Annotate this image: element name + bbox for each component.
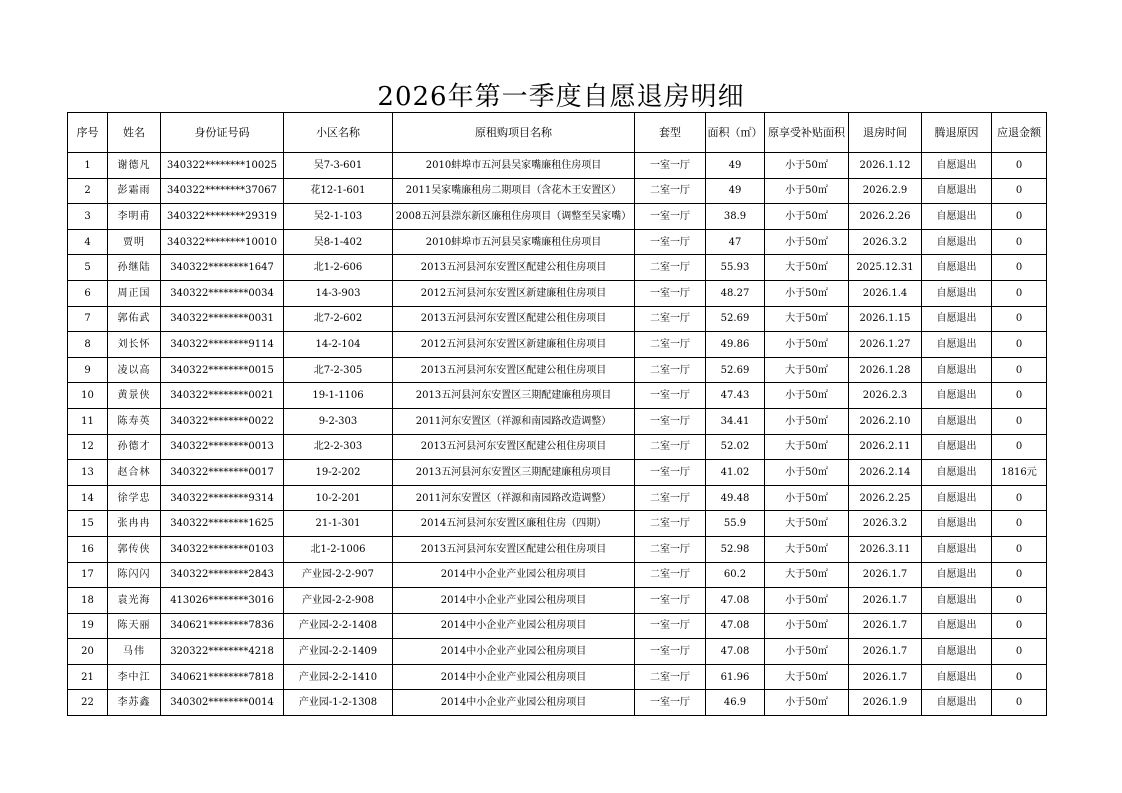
name-cell: 郭佑武 bbox=[108, 306, 161, 332]
header-col-project: 原租购项目名称 bbox=[393, 113, 635, 153]
project-cell: 2010蚌埠市五河县吴家嘴廉租住房项目 bbox=[393, 229, 635, 255]
area-cell: 47.08 bbox=[706, 613, 765, 639]
name-cell: 孙继陆 bbox=[108, 255, 161, 281]
checkout-date-cell: 2026.1.7 bbox=[849, 588, 922, 614]
index-cell: 12 bbox=[68, 434, 108, 460]
project-cell: 2014中小企业产业园公租房项目 bbox=[393, 664, 635, 690]
area-cell: 34.41 bbox=[706, 408, 765, 434]
name-cell: 陈天丽 bbox=[108, 613, 161, 639]
community-cell: 10-2-201 bbox=[284, 485, 393, 511]
table-body bbox=[68, 153, 1047, 716]
checkout-date-cell: 2026.1.27 bbox=[849, 332, 922, 358]
table-row bbox=[68, 485, 1047, 511]
name-cell: 凌以高 bbox=[108, 357, 161, 383]
checkout-date-cell: 2026.1.7 bbox=[849, 613, 922, 639]
community-cell: 产业园-1-2-1308 bbox=[284, 690, 393, 716]
reason-cell: 自愿退出 bbox=[922, 357, 992, 383]
unit-type-cell: 一室一厅 bbox=[635, 229, 706, 255]
project-cell: 2013五河县河东安置区三期配建廉租房项目 bbox=[393, 460, 635, 486]
name-cell: 李明甫 bbox=[108, 204, 161, 230]
checkout-date-cell: 2026.2.26 bbox=[849, 204, 922, 230]
refund-cell: 0 bbox=[992, 408, 1047, 434]
index-cell: 14 bbox=[68, 485, 108, 511]
name-cell: 郭传侠 bbox=[108, 536, 161, 562]
refund-cell: 0 bbox=[992, 690, 1047, 716]
id-number-cell: 340322********37067 bbox=[161, 178, 284, 204]
refund-cell: 0 bbox=[992, 306, 1047, 332]
area-cell: 49.86 bbox=[706, 332, 765, 358]
name-cell: 李中江 bbox=[108, 664, 161, 690]
unit-type-cell: 二室一厅 bbox=[635, 306, 706, 332]
checkout-date-cell: 2026.1.9 bbox=[849, 690, 922, 716]
reason-cell: 自愿退出 bbox=[922, 204, 992, 230]
name-cell: 陈寿英 bbox=[108, 408, 161, 434]
reason-cell: 自愿退出 bbox=[922, 229, 992, 255]
project-cell: 2008五河县漴东新区廉租住房项目（调整至吴家嘴） bbox=[393, 204, 635, 230]
project-cell: 2012五河县河东安置区新建廉租住房项目 bbox=[393, 332, 635, 358]
checkout-date-cell: 2025.12.31 bbox=[849, 255, 922, 281]
unit-type-cell: 一室一厅 bbox=[635, 408, 706, 434]
name-cell: 李苏鑫 bbox=[108, 690, 161, 716]
subsidy-area-cell: 小于50㎡ bbox=[765, 639, 849, 665]
refund-cell: 0 bbox=[992, 229, 1047, 255]
community-cell: 19-2-202 bbox=[284, 460, 393, 486]
id-number-cell: 340322********0034 bbox=[161, 280, 284, 306]
checkout-date-cell: 2026.2.25 bbox=[849, 485, 922, 511]
area-cell: 52.69 bbox=[706, 357, 765, 383]
checkout-date-cell: 2026.1.28 bbox=[849, 357, 922, 383]
index-cell: 13 bbox=[68, 460, 108, 486]
community-cell: 产业园-2-2-1409 bbox=[284, 639, 393, 665]
name-cell: 陈闪闪 bbox=[108, 562, 161, 588]
refund-cell: 0 bbox=[992, 204, 1047, 230]
community-cell: 花12-1-601 bbox=[284, 178, 393, 204]
name-cell: 贾明 bbox=[108, 229, 161, 255]
community-cell: 14-2-104 bbox=[284, 332, 393, 358]
community-cell: 产业园-2-2-1410 bbox=[284, 664, 393, 690]
refund-cell: 0 bbox=[992, 664, 1047, 690]
id-number-cell: 413026********3016 bbox=[161, 588, 284, 614]
unit-type-cell: 二室一厅 bbox=[635, 664, 706, 690]
checkout-date-cell: 2026.1.4 bbox=[849, 280, 922, 306]
id-number-cell: 340302********0014 bbox=[161, 690, 284, 716]
area-cell: 49.48 bbox=[706, 485, 765, 511]
reason-cell: 自愿退出 bbox=[922, 255, 992, 281]
header-row bbox=[68, 113, 1047, 153]
subsidy-area-cell: 大于50㎡ bbox=[765, 306, 849, 332]
subsidy-area-cell: 大于50㎡ bbox=[765, 664, 849, 690]
id-number-cell: 340322********1647 bbox=[161, 255, 284, 281]
unit-type-cell: 二室一厅 bbox=[635, 536, 706, 562]
unit-type-cell: 一室一厅 bbox=[635, 280, 706, 306]
reason-cell: 自愿退出 bbox=[922, 664, 992, 690]
index-cell: 6 bbox=[68, 280, 108, 306]
unit-type-cell: 一室一厅 bbox=[635, 588, 706, 614]
reason-cell: 自愿退出 bbox=[922, 639, 992, 665]
housing-table bbox=[67, 112, 1047, 716]
subsidy-area-cell: 小于50㎡ bbox=[765, 229, 849, 255]
id-number-cell: 340322********0103 bbox=[161, 536, 284, 562]
refund-cell: 0 bbox=[992, 434, 1047, 460]
refund-cell: 0 bbox=[992, 153, 1047, 179]
reason-cell: 自愿退出 bbox=[922, 408, 992, 434]
area-cell: 49 bbox=[706, 178, 765, 204]
checkout-date-cell: 2026.3.2 bbox=[849, 229, 922, 255]
table-row bbox=[68, 306, 1047, 332]
project-cell: 2013五河县河东安置区三期配建廉租房项目 bbox=[393, 383, 635, 409]
index-cell: 17 bbox=[68, 562, 108, 588]
header-col-checkout-date: 退房时间 bbox=[849, 113, 922, 153]
community-cell: 14-3-903 bbox=[284, 280, 393, 306]
area-cell: 48.27 bbox=[706, 280, 765, 306]
community-cell: 产业园-2-2-907 bbox=[284, 562, 393, 588]
index-cell: 11 bbox=[68, 408, 108, 434]
unit-type-cell: 一室一厅 bbox=[635, 613, 706, 639]
project-cell: 2013五河县河东安置区配建公租住房项目 bbox=[393, 357, 635, 383]
table-row bbox=[68, 511, 1047, 537]
project-cell: 2013五河县河东安置区配建公租住房项目 bbox=[393, 434, 635, 460]
community-cell: 吴8-1-402 bbox=[284, 229, 393, 255]
index-cell: 2 bbox=[68, 178, 108, 204]
unit-type-cell: 二室一厅 bbox=[635, 434, 706, 460]
refund-cell: 0 bbox=[992, 511, 1047, 537]
name-cell: 刘长怀 bbox=[108, 332, 161, 358]
id-number-cell: 340322********0021 bbox=[161, 383, 284, 409]
index-cell: 22 bbox=[68, 690, 108, 716]
id-number-cell: 340621********7836 bbox=[161, 613, 284, 639]
id-number-cell: 340322********2843 bbox=[161, 562, 284, 588]
subsidy-area-cell: 小于50㎡ bbox=[765, 204, 849, 230]
refund-cell: 0 bbox=[992, 613, 1047, 639]
project-cell: 2013五河县河东安置区配建公租住房项目 bbox=[393, 536, 635, 562]
community-cell: 21-1-301 bbox=[284, 511, 393, 537]
id-number-cell: 340322********0017 bbox=[161, 460, 284, 486]
unit-type-cell: 二室一厅 bbox=[635, 562, 706, 588]
project-cell: 2011吴家嘴廉租房二期项目（含花木王安置区） bbox=[393, 178, 635, 204]
index-cell: 7 bbox=[68, 306, 108, 332]
community-cell: 北2-2-303 bbox=[284, 434, 393, 460]
header-col-unit-type: 套型 bbox=[635, 113, 706, 153]
table-row bbox=[68, 255, 1047, 281]
subsidy-area-cell: 小于50㎡ bbox=[765, 690, 849, 716]
refund-cell: 0 bbox=[992, 255, 1047, 281]
area-cell: 55.9 bbox=[706, 511, 765, 537]
unit-type-cell: 一室一厅 bbox=[635, 153, 706, 179]
id-number-cell: 320322********4218 bbox=[161, 639, 284, 665]
header-col-id-number: 身份证号码 bbox=[161, 113, 284, 153]
header-col-reason: 腾退原因 bbox=[922, 113, 992, 153]
reason-cell: 自愿退出 bbox=[922, 690, 992, 716]
community-cell: 北1-2-1006 bbox=[284, 536, 393, 562]
project-cell: 2014五河县河东安置区廉租住房（四期） bbox=[393, 511, 635, 537]
checkout-date-cell: 2026.2.10 bbox=[849, 408, 922, 434]
table-row bbox=[68, 383, 1047, 409]
refund-cell: 0 bbox=[992, 562, 1047, 588]
reason-cell: 自愿退出 bbox=[922, 280, 992, 306]
community-cell: 吴2-1-103 bbox=[284, 204, 393, 230]
table-row bbox=[68, 357, 1047, 383]
name-cell: 赵合林 bbox=[108, 460, 161, 486]
id-number-cell: 340322********10010 bbox=[161, 229, 284, 255]
refund-cell: 0 bbox=[992, 332, 1047, 358]
project-cell: 2012五河县河东安置区新建廉租住房项目 bbox=[393, 280, 635, 306]
subsidy-area-cell: 大于50㎡ bbox=[765, 536, 849, 562]
unit-type-cell: 二室一厅 bbox=[635, 332, 706, 358]
checkout-date-cell: 2026.3.2 bbox=[849, 511, 922, 537]
name-cell: 彭霜雨 bbox=[108, 178, 161, 204]
name-cell: 马伟 bbox=[108, 639, 161, 665]
checkout-date-cell: 2026.1.15 bbox=[849, 306, 922, 332]
reason-cell: 自愿退出 bbox=[922, 485, 992, 511]
refund-cell: 0 bbox=[992, 485, 1047, 511]
reason-cell: 自愿退出 bbox=[922, 511, 992, 537]
community-cell: 北1-2-606 bbox=[284, 255, 393, 281]
reason-cell: 自愿退出 bbox=[922, 613, 992, 639]
area-cell: 47.43 bbox=[706, 383, 765, 409]
table-row bbox=[68, 690, 1047, 716]
reason-cell: 自愿退出 bbox=[922, 434, 992, 460]
refund-cell: 0 bbox=[992, 383, 1047, 409]
subsidy-area-cell: 大于50㎡ bbox=[765, 562, 849, 588]
unit-type-cell: 二室一厅 bbox=[635, 485, 706, 511]
unit-type-cell: 一室一厅 bbox=[635, 460, 706, 486]
area-cell: 47 bbox=[706, 229, 765, 255]
subsidy-area-cell: 小于50㎡ bbox=[765, 408, 849, 434]
unit-type-cell: 一室一厅 bbox=[635, 639, 706, 665]
project-cell: 2014中小企业产业园公租房项目 bbox=[393, 588, 635, 614]
area-cell: 38.9 bbox=[706, 204, 765, 230]
community-cell: 产业园-2-2-1408 bbox=[284, 613, 393, 639]
table-row bbox=[68, 639, 1047, 665]
index-cell: 20 bbox=[68, 639, 108, 665]
checkout-date-cell: 2026.2.9 bbox=[849, 178, 922, 204]
reason-cell: 自愿退出 bbox=[922, 383, 992, 409]
id-number-cell: 340322********29319 bbox=[161, 204, 284, 230]
project-cell: 2011河东安置区（祥源和南园路改造调整） bbox=[393, 408, 635, 434]
id-number-cell: 340322********1625 bbox=[161, 511, 284, 537]
table-row bbox=[68, 229, 1047, 255]
refund-cell: 0 bbox=[992, 639, 1047, 665]
subsidy-area-cell: 小于50㎡ bbox=[765, 332, 849, 358]
table-row bbox=[68, 588, 1047, 614]
subsidy-area-cell: 小于50㎡ bbox=[765, 460, 849, 486]
community-cell: 产业园-2-2-908 bbox=[284, 588, 393, 614]
name-cell: 黄景侠 bbox=[108, 383, 161, 409]
checkout-date-cell: 2026.1.7 bbox=[849, 639, 922, 665]
header-col-community: 小区名称 bbox=[284, 113, 393, 153]
header-col-index: 序号 bbox=[68, 113, 108, 153]
index-cell: 5 bbox=[68, 255, 108, 281]
unit-type-cell: 二室一厅 bbox=[635, 255, 706, 281]
project-cell: 2014中小企业产业园公租房项目 bbox=[393, 613, 635, 639]
index-cell: 16 bbox=[68, 536, 108, 562]
header-col-subsidy-area: 原享受补贴面积 bbox=[765, 113, 849, 153]
checkout-date-cell: 2026.2.14 bbox=[849, 460, 922, 486]
unit-type-cell: 一室一厅 bbox=[635, 204, 706, 230]
subsidy-area-cell: 小于50㎡ bbox=[765, 383, 849, 409]
area-cell: 49 bbox=[706, 153, 765, 179]
subsidy-area-cell: 小于50㎡ bbox=[765, 485, 849, 511]
id-number-cell: 340322********0022 bbox=[161, 408, 284, 434]
id-number-cell: 340621********7818 bbox=[161, 664, 284, 690]
area-cell: 41.02 bbox=[706, 460, 765, 486]
table-row bbox=[68, 664, 1047, 690]
index-cell: 8 bbox=[68, 332, 108, 358]
id-number-cell: 340322********9114 bbox=[161, 332, 284, 358]
index-cell: 15 bbox=[68, 511, 108, 537]
index-cell: 3 bbox=[68, 204, 108, 230]
subsidy-area-cell: 大于50㎡ bbox=[765, 511, 849, 537]
reason-cell: 自愿退出 bbox=[922, 536, 992, 562]
page-title: 2026年第一季度自愿退房明细 bbox=[377, 82, 745, 112]
subsidy-area-cell: 小于50㎡ bbox=[765, 178, 849, 204]
subsidy-area-cell: 大于50㎡ bbox=[765, 255, 849, 281]
checkout-date-cell: 2026.2.3 bbox=[849, 383, 922, 409]
index-cell: 10 bbox=[68, 383, 108, 409]
table-row bbox=[68, 178, 1047, 204]
area-cell: 55.93 bbox=[706, 255, 765, 281]
refund-cell: 0 bbox=[992, 280, 1047, 306]
reason-cell: 自愿退出 bbox=[922, 178, 992, 204]
index-cell: 4 bbox=[68, 229, 108, 255]
id-number-cell: 340322********0013 bbox=[161, 434, 284, 460]
area-cell: 46.9 bbox=[706, 690, 765, 716]
id-number-cell: 340322********0015 bbox=[161, 357, 284, 383]
refund-cell: 0 bbox=[992, 178, 1047, 204]
name-cell: 谢德凡 bbox=[108, 153, 161, 179]
unit-type-cell: 一室一厅 bbox=[635, 690, 706, 716]
name-cell: 张冉冉 bbox=[108, 511, 161, 537]
area-cell: 52.69 bbox=[706, 306, 765, 332]
table-row bbox=[68, 613, 1047, 639]
refund-cell: 0 bbox=[992, 357, 1047, 383]
project-cell: 2014中小企业产业园公租房项目 bbox=[393, 690, 635, 716]
checkout-date-cell: 2026.3.11 bbox=[849, 536, 922, 562]
subsidy-area-cell: 小于50㎡ bbox=[765, 153, 849, 179]
table-row bbox=[68, 408, 1047, 434]
project-cell: 2013五河县河东安置区配建公租住房项目 bbox=[393, 306, 635, 332]
table-row bbox=[68, 153, 1047, 179]
community-cell: 9-2-303 bbox=[284, 408, 393, 434]
reason-cell: 自愿退出 bbox=[922, 562, 992, 588]
table-row bbox=[68, 434, 1047, 460]
reason-cell: 自愿退出 bbox=[922, 460, 992, 486]
subsidy-area-cell: 大于50㎡ bbox=[765, 434, 849, 460]
name-cell: 周正国 bbox=[108, 280, 161, 306]
area-cell: 47.08 bbox=[706, 639, 765, 665]
refund-cell: 1816元 bbox=[992, 460, 1047, 486]
unit-type-cell: 二室一厅 bbox=[635, 357, 706, 383]
id-number-cell: 340322********10025 bbox=[161, 153, 284, 179]
name-cell: 孙德才 bbox=[108, 434, 161, 460]
index-cell: 9 bbox=[68, 357, 108, 383]
project-cell: 2011河东安置区（祥源和南园路改造调整） bbox=[393, 485, 635, 511]
area-cell: 52.02 bbox=[706, 434, 765, 460]
index-cell: 21 bbox=[68, 664, 108, 690]
table-row bbox=[68, 536, 1047, 562]
project-cell: 2013五河县河东安置区配建公租住房项目 bbox=[393, 255, 635, 281]
header-col-refund: 应退金额 bbox=[992, 113, 1047, 153]
community-cell: 吴7-3-601 bbox=[284, 153, 393, 179]
checkout-date-cell: 2026.1.12 bbox=[849, 153, 922, 179]
unit-type-cell: 一室一厅 bbox=[635, 383, 706, 409]
unit-type-cell: 二室一厅 bbox=[635, 511, 706, 537]
reason-cell: 自愿退出 bbox=[922, 153, 992, 179]
header-col-name: 姓名 bbox=[108, 113, 161, 153]
subsidy-area-cell: 小于50㎡ bbox=[765, 613, 849, 639]
unit-type-cell: 二室一厅 bbox=[635, 178, 706, 204]
area-cell: 47.08 bbox=[706, 588, 765, 614]
table-row bbox=[68, 562, 1047, 588]
community-cell: 北7-2-305 bbox=[284, 357, 393, 383]
area-cell: 60.2 bbox=[706, 562, 765, 588]
community-cell: 19-1-1106 bbox=[284, 383, 393, 409]
reason-cell: 自愿退出 bbox=[922, 306, 992, 332]
subsidy-area-cell: 小于50㎡ bbox=[765, 588, 849, 614]
reason-cell: 自愿退出 bbox=[922, 332, 992, 358]
table-row bbox=[68, 204, 1047, 230]
index-cell: 1 bbox=[68, 153, 108, 179]
index-cell: 18 bbox=[68, 588, 108, 614]
id-number-cell: 340322********0031 bbox=[161, 306, 284, 332]
id-number-cell: 340322********9314 bbox=[161, 485, 284, 511]
project-cell: 2014中小企业产业园公租房项目 bbox=[393, 562, 635, 588]
area-cell: 52.98 bbox=[706, 536, 765, 562]
index-cell: 19 bbox=[68, 613, 108, 639]
reason-cell: 自愿退出 bbox=[922, 588, 992, 614]
checkout-date-cell: 2026.1.7 bbox=[849, 664, 922, 690]
project-cell: 2010蚌埠市五河县吴家嘴廉租住房项目 bbox=[393, 153, 635, 179]
refund-cell: 0 bbox=[992, 588, 1047, 614]
name-cell: 袁光海 bbox=[108, 588, 161, 614]
checkout-date-cell: 2026.2.11 bbox=[849, 434, 922, 460]
table-row bbox=[68, 332, 1047, 358]
subsidy-area-cell: 大于50㎡ bbox=[765, 357, 849, 383]
header-col-area: 面积（㎡） bbox=[706, 113, 765, 153]
subsidy-area-cell: 小于50㎡ bbox=[765, 280, 849, 306]
refund-cell: 0 bbox=[992, 536, 1047, 562]
table-row bbox=[68, 280, 1047, 306]
name-cell: 徐学忠 bbox=[108, 485, 161, 511]
checkout-date-cell: 2026.1.7 bbox=[849, 562, 922, 588]
table-row bbox=[68, 460, 1047, 486]
area-cell: 61.96 bbox=[706, 664, 765, 690]
community-cell: 北7-2-602 bbox=[284, 306, 393, 332]
project-cell: 2014中小企业产业园公租房项目 bbox=[393, 639, 635, 665]
